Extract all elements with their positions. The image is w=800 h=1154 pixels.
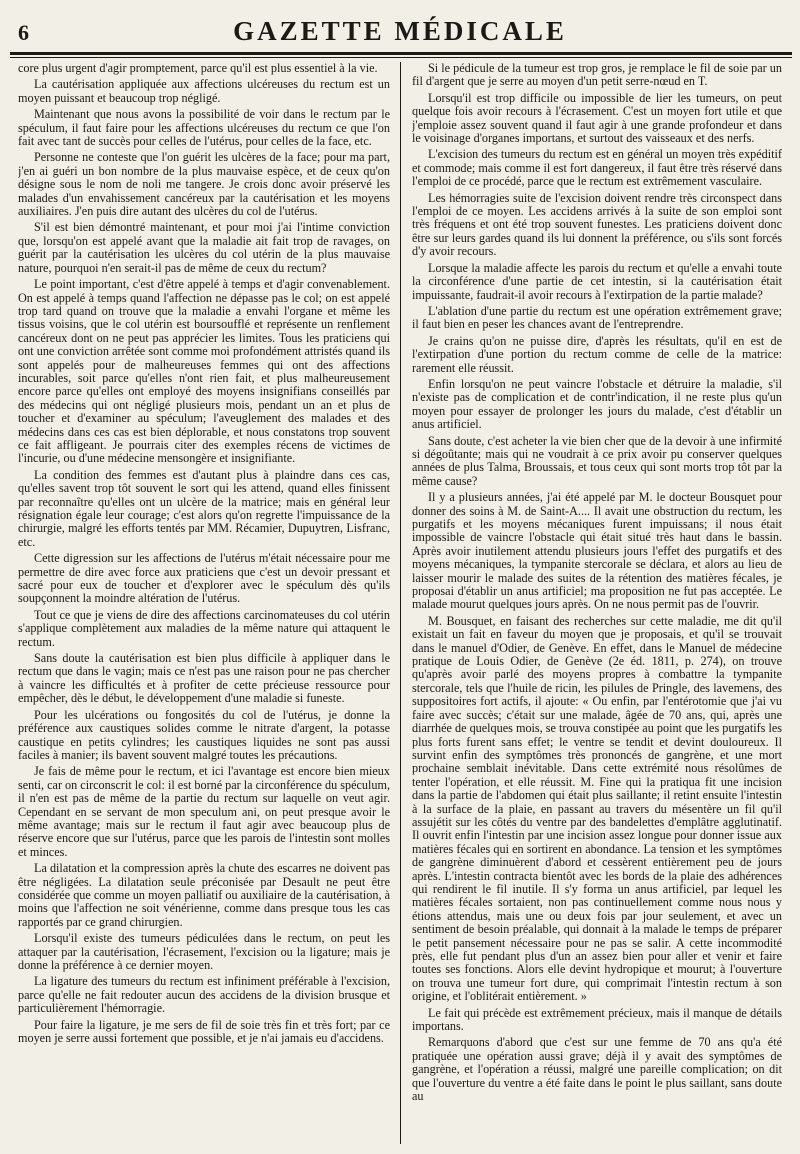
header-rule-thin	[10, 57, 792, 58]
right-column	[412, 62, 782, 1148]
header-rule	[10, 52, 792, 55]
paragraph: Sans doute la cautérisation est bien plus difficile à appliquer dans le rectum que dans le vagin; mais ce n'est pas une raison pour ne pas chercher à vaincre les difficultés et à profiter de cette précieuse ressource pour empêcher, dès le début, le développement d'une maladie si funeste.	[18, 651, 390, 706]
paragraph: Je fais de même pour le rectum, et ici l'avantage est encore bien mieux senti, car on circonscrit le col: il est borné par la circonférence du spéculum, il n'en est pas de même de la partie du rectum sur laquelle on veut agir. Cependant en se servant de mon speculum ani, on peut presque avoir le même avantage; mais sur le rectum il faut agir avec beaucoup plus de réserve encore que sur l'utérus, parce que les parois de l'intestin sont molles et minces.	[18, 764, 390, 859]
paragraph: Les hémorragies suite de l'excision doivent rendre très circonspect dans l'emploi de ce moyen. Les accidens arrivés à la suite de son emploi sont très fréquens et ont été trop souvent funestes. Les praticiens doivent donc être sur leurs gardes quand ils lui donnent la préférence, ou s'ils sont forcés d'y avoir recours.	[412, 190, 782, 259]
paragraph: Cette digression sur les affections de l'utérus m'était nécessaire pour me permettre de dire avec force aux praticiens que c'est un devoir pressant et sacré pour eux de toucher et d'explorer avec le spéculum dès qu'ils soupçonnent la moindre altération de l'utérus.	[18, 551, 390, 606]
paragraph: Maintenant que nous avons la possibilité de voir dans le rectum par le spéculum, il faut faire pour les affections ulcéreuses du rectum ce que l'on fait avec tant de succès pour celles de l'utérus, pour celles de la face, etc.	[18, 107, 390, 149]
paragraph: La condition des femmes est d'autant plus à plaindre dans ces cas, qu'elles savent trop tôt souvent le sort qui les attend, quand elles finissent par reconnaître qu'elles ont un ulcère de la matrice; mais en général leur résignation égale leur courage; c'est alors qu'on regrette l'impuissance de la chirurgie, malgré les efforts tentés par MM. Récamier, Dupuytren, Lisfranc, etc.	[18, 467, 390, 549]
column-divider	[400, 62, 401, 1144]
paragraph: Personne ne conteste que l'on guérit les ulcères de la face; pour ma part, j'en ai guéri un bon nombre de la plus mauvaise espèce, et de ceux qu'on désigne sous le nom de noli me tangere. Je crois donc avoir préservé les malades d'un envahissement cancéreux par la cautérisation et les moyens auxiliaires. J'en puis dire autant des ulcères du col de l'utérus.	[18, 150, 390, 219]
paragraph: Il y a plusieurs années, j'ai été appelé par M. le docteur Bousquet pour donner des soins à M. de Saint-A.... Il avait une obstruction du rectum, les purgatifs et les moyens mécaniques furent impuissans; il nous était impossible de vaincre l'obstacle qui était situé très haut dans le bassin. Après avoir inutilement attendu plusieurs jours l'effet des purgatifs et des moyens mécaniques, la tympanite stercorale se déclara, et alors au lieu de laisser mourir le malade des suites de la rétention des matières fécales, je proposai d'établir un anus artificiel; ma proposition ne fut pas acceptée. Le malade mourut quelques jours après. On ne nous permit pas de l'ouvrir.	[412, 490, 782, 612]
paragraph: Lorsqu'il est trop difficile ou impossible de lier les tumeurs, on peut quelque fois avoir recours à l'écrasement. C'est un moyen fort utile et que j'emploie assez souvent quand il faut agir à une grande profondeur et dans le voisinage d'organes importans, et surtout des vaisseaux et des nerfs.	[412, 90, 782, 146]
page-header	[10, 14, 790, 52]
paragraph: Enfin lorsqu'on ne peut vaincre l'obstacle et détruire la maladie, s'il n'existe pas de complication et de contr'indication, il ne reste plus qu'un moyen pour essayer de prolonger les jours du malade, c'est d'établir un anus artificiel.	[412, 376, 782, 432]
paragraph: Tout ce que je viens de dire des affections carcinomateuses du col utérin s'applique complètement aux maladies de la même nature qui attaquent le rectum.	[18, 607, 390, 649]
paragraph: S'il est bien démontré maintenant, et pour moi j'ai l'intime conviction que, lorsqu'on est appelé avant que la maladie ait fait trop de ravages, on guérit par la cautérisation les ulcères du col utérin de la plus mauvaise nature, pourquoi n'en serait-il pas de même de ceux du rectum?	[18, 220, 390, 275]
paragraph: Remarquons d'abord que c'est sur une femme de 70 ans qu'a été pratiquée une opération aussi grave; déjà il y avait des symptômes de gangrène, et l'opération a réussi, malgré une pareille complication; on dit que l'ouverture du ventre a été faite dans le point le plus saillant, sans doute au	[412, 1035, 782, 1104]
masthead-title: GAZETTE MÉDICALE	[233, 16, 567, 46]
paragraph: La cautérisation appliquée aux affections ulcéreuses du rectum est un moyen puissant et beaucoup trop négligé.	[18, 77, 390, 105]
paragraph: Le point important, c'est d'être appelé à temps et d'agir convenablement. On est appelé à temps quand l'affection ne dépasse pas le col; on est appelé trop tard quand on trouve que la maladie a envahi l'organe et même les tissus voisins, que le col utérin est boursoufflé et représente un renflement cancéreux dont on ne peut pas apprécier les limites. Tous les praticiens qui ont une conviction arrêtée sont comme moi profondément attristés quand ils sont appelés pour de malheureuses femmes qui ont des affections incurables, soit parce qu'elles n'ont rien fait, et plus malheureusement encore parce qu'elles ont employé des moyens insignifians conseillés par des médecins qui ont négligé plusieurs mois, pendant un an et plus de toucher et d'examiner au spéculum; l'aveuglement des malades et des médecins dans ces cas est bien déplorable, et nous constatons trop souvent ce fait affligeant. Je pourrais citer des exemples récens de victimes de l'incurie, ou d'une médecine mensongère et insignifiante.	[18, 277, 390, 466]
left-column	[18, 62, 390, 1148]
paragraph: Je crains qu'on ne puisse dire, d'après les résultats, qu'il en est de l'extirpation d'une portion du rectum comme de celle de la matrice: rarement elle réussit.	[412, 333, 782, 375]
paragraph: core plus urgent d'agir promptement, parce qu'il est plus essentiel à la vie.	[18, 62, 378, 75]
paragraph: Lorsqu'il existe des tumeurs pédiculées dans le rectum, on peut les attaquer par la cautérisation, l'écrasement, l'excision ou la ligature; mais je donne la préférence à ce dernier moyen.	[18, 931, 390, 972]
paragraph: L'ablation d'une partie du rectum est une opération extrêmement grave; il faut bien en peser les chances avant de l'entreprendre.	[412, 303, 782, 332]
paragraph: M. Bousquet, en faisant des recherches sur cette maladie, me dit qu'il existait un fait en faveur du moyen que je proposais, et qu'il se trouvait dans le manuel d'Odier, de Genève. En effet, dans le Manuel de médecine pratique de Louis Odier, de Genève (2e éd. 1811, p. 274), on trouve qu'après avoir parlé des moyens propres à combattre la tympanite stercorale, tels que l'huile de ricin, les pilules de Pringle, des lavemens, des suppositoires fort actifs, il ajoute: « Ou enfin, par l'entérotomie que j'ai vu faire avec succès; c'était sur une malade, âgée de 70 ans, qui, après une diarrhée de quelques mois, se trouva constipée au point que les purgatifs les plus forts furent sans effet; le ventre se tendit et devint douloureux. Il survint enfin des symptômes très prononcés de gangrène, et une mort prochaine semblait inévitable. Dans cette extrémité nous résolûmes de tenter l'opération, et elle réussit. M. Fine qui la pratiqua fit une incision dans la partie de l'abdomen qui était plus saillante; il retint ensuite l'intestin à la surface de la plaie, en passant au travers du mésentère un fil qu'il assujétit sur les côtés du ventre par des bandelettes d'emplâtre agglutinatif. Il ouvrit enfin l'intestin par une incision assez longue pour donner issue aux matières fécales qui en sortirent en abondance. La tension et les symptômes de gangrène diminuèrent d'abord et cessèrent entièrement peu de jours après. L'intestin contracta bientôt avec les bords de la plaie des adhérences qui rendirent le fil inutile. Il s'y forma un anus artificiel, par lequel les matières fécales sortaient, non pas continuellement comme nous nous y étions attendus, mais une ou deux fois par jour seulement, et avec un sentiment de besoin préalable, qui donnait à la malade le temps de préparer le petit pansement nécessaire pour ne pas se salir. A cette incommodité près, elle fut pendant plus d'un an assez bien pour aller et venir et faire toutes ses fonctions. Alors elle devint hydropique et mourut; à l'ouverture on trouva une tumeur fort dure, qui comprimait l'intestin rectum à son origine, et l'oblitérait entièrement. »	[412, 613, 782, 1004]
paragraph: Lorsque la maladie affecte les parois du rectum et qu'elle a envahi toute la circonférence d'une partie de cet intestin, si la cautérisation était impuissante, faudrait-il avoir recours à l'extirpation de la partie malade?	[412, 260, 782, 302]
paragraph: La ligature des tumeurs du rectum est infiniment préférable à l'excision, parce qu'elle ne fait redouter aucun des accidens de la division brusque et particulièrement l'hémorragie.	[18, 974, 390, 1016]
paragraph: Pour les ulcérations ou fongosités du col de l'utérus, je donne la préférence aux caustiques solides comme le nitrate d'argent, la potasse caustique en petits cylindres; les caustiques liquides ne sont pas aussi faciles à manier; ils bavent souvent malgré toutes les précautions.	[18, 707, 390, 762]
page-number: 6	[18, 20, 29, 45]
paragraph: Si le pédicule de la tumeur est trop gros, je remplace le fil de soie par un fil d'argent que je serre au moyen d'un petit serre-nœud en T.	[412, 62, 782, 89]
paragraph: La dilatation et la compression après la chute des escarres ne doivent pas être négligées. La dilatation seule préconisée par Desault ne peut être considérée que comme un moyen palliatif ou auxiliaire de la cautérisation, à moins que l'affection ne soit vénérienne, comme dans presque tous les cas rapportés par ce grand chirurgien.	[18, 861, 390, 929]
paragraph: Pour faire la ligature, je me sers de fil de soie très fin et très fort; par ce moyen je serre aussi fortement que possible, et je n'ai jamais eu d'accidens.	[18, 1017, 390, 1046]
paragraph: L'excision des tumeurs du rectum est en général un moyen très expéditif et commode; mais comme il est fort dangereux, il faut être très réservé dans l'emploi de ce procédé, parce que le rectum est extrêmement vasculaire.	[412, 147, 782, 189]
paragraph: Sans doute, c'est acheter la vie bien cher que de la devoir à une infirmité si dégoûtante; mais qui ne voudrait à ce prix avoir pu conserver quelques années de plus Talma, Broussais, et tous ceux qui sont morts trop tôt par la même cause?	[412, 433, 782, 488]
paragraph: Le fait qui précède est extrêmement précieux, mais il manque de détails importans.	[412, 1005, 782, 1034]
